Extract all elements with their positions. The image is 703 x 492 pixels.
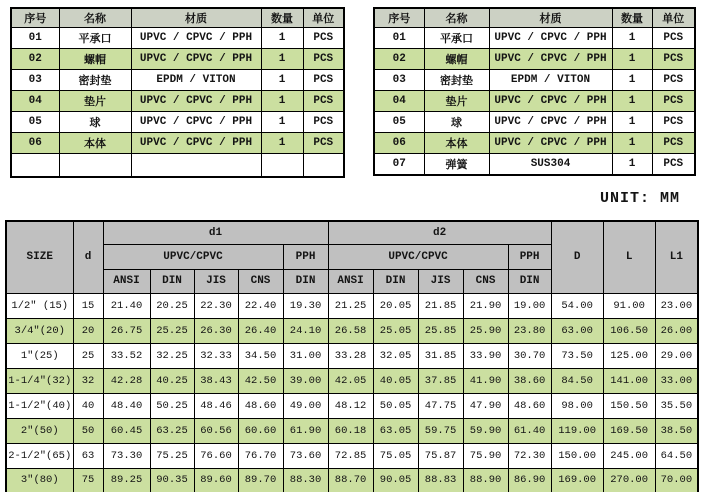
D-cell: 73.50	[551, 343, 603, 368]
size-cell: 1-1/4″(32)	[6, 368, 73, 393]
d2-din-cell: 25.05	[373, 318, 418, 343]
d2-pph-din-cell: 23.80	[508, 318, 551, 343]
d1-din-cell: 90.35	[150, 468, 194, 492]
d2-cns-cell: 47.90	[463, 393, 508, 418]
parts-row	[374, 91, 695, 112]
parts-row	[11, 133, 344, 154]
d2-pph-din-cell: 61.40	[508, 418, 551, 443]
d1-ansi-cell: 48.40	[103, 393, 150, 418]
d2-cns-cell: 75.90	[463, 443, 508, 468]
d2-din-cell: 90.05	[373, 468, 418, 492]
d1-jis-cell: 32.33	[194, 343, 238, 368]
d1-jis-cell: 60.56	[194, 418, 238, 443]
d2-din-cell: 20.05	[373, 293, 418, 318]
part-no-cell: 04	[374, 91, 424, 112]
col-header-d1-cns: CNS	[238, 269, 283, 293]
d2-ansi-cell: 48.12	[328, 393, 373, 418]
part-material-cell: EPDM / VITON	[131, 70, 261, 91]
part-name-cell: 球	[424, 112, 489, 133]
L1-cell: 33.00	[655, 368, 698, 393]
part-unit-cell: PCS	[652, 28, 695, 49]
d2-ansi-cell: 72.85	[328, 443, 373, 468]
d1-jis-cell: 38.43	[194, 368, 238, 393]
col-header-name: 名称	[424, 8, 489, 28]
D-cell: 169.00	[551, 468, 603, 492]
d1-din-cell: 63.25	[150, 418, 194, 443]
parts-empty-row	[11, 154, 344, 178]
d1-din-cell: 50.25	[150, 393, 194, 418]
part-qty-cell	[261, 154, 303, 178]
part-unit-cell: PCS	[303, 70, 344, 91]
part-unit-cell: PCS	[303, 133, 344, 154]
d1-cns-cell: 42.50	[238, 368, 283, 393]
d2-pph-din-cell: 86.90	[508, 468, 551, 492]
L-cell: 125.00	[603, 343, 655, 368]
d1-ansi-cell: 73.30	[103, 443, 150, 468]
dims-row	[6, 293, 698, 318]
parts-row	[374, 49, 695, 70]
d1-pph-din-cell: 88.30	[283, 468, 328, 492]
L1-cell: 29.00	[655, 343, 698, 368]
d2-cns-cell: 59.90	[463, 418, 508, 443]
d2-din-cell: 75.05	[373, 443, 418, 468]
d2-ansi-cell: 88.70	[328, 468, 373, 492]
d2-din-cell: 32.05	[373, 343, 418, 368]
d1-pph-din-cell: 19.30	[283, 293, 328, 318]
col-header-d: d	[73, 221, 103, 293]
part-no-cell: 02	[11, 49, 59, 70]
size-cell: 2-1/2″(65)	[6, 443, 73, 468]
d2-jis-cell: 88.83	[418, 468, 463, 492]
L1-cell: 70.00	[655, 468, 698, 492]
d2-cns-cell: 21.90	[463, 293, 508, 318]
part-name-cell: 螺帽	[424, 49, 489, 70]
part-material-cell: UPVC / CPVC / PPH	[131, 91, 261, 112]
size-cell: 1-1/2″(40)	[6, 393, 73, 418]
d1-jis-cell: 76.60	[194, 443, 238, 468]
d2-cns-cell: 41.90	[463, 368, 508, 393]
part-no-cell: 06	[11, 133, 59, 154]
L1-cell: 64.50	[655, 443, 698, 468]
dims-row	[6, 443, 698, 468]
d1-pph-din-cell: 49.00	[283, 393, 328, 418]
D-cell: 84.50	[551, 368, 603, 393]
d2-jis-cell: 75.87	[418, 443, 463, 468]
d2-cns-cell: 25.90	[463, 318, 508, 343]
col-header-d1-upvc-cpvc: UPVC/CPVC	[103, 244, 283, 269]
part-no-cell: 04	[11, 91, 59, 112]
part-name-cell: 密封垫	[424, 70, 489, 91]
d1-jis-cell: 48.46	[194, 393, 238, 418]
col-header-name: 名称	[59, 8, 131, 28]
dims-row	[6, 418, 698, 443]
part-name-cell: 螺帽	[59, 49, 131, 70]
d-cell: 75	[73, 468, 103, 492]
d-cell: 32	[73, 368, 103, 393]
parts-row	[11, 28, 344, 49]
col-header-d1-ansi: ANSI	[103, 269, 150, 293]
col-header-d1-pph-din: DIN	[283, 269, 328, 293]
part-no-cell: 07	[374, 154, 424, 176]
part-no-cell: 06	[374, 133, 424, 154]
d1-pph-din-cell: 31.00	[283, 343, 328, 368]
part-material-cell: UPVC / CPVC / PPH	[131, 28, 261, 49]
part-material-cell: UPVC / CPVC / PPH	[131, 112, 261, 133]
d1-cns-cell: 76.70	[238, 443, 283, 468]
L-cell: 106.50	[603, 318, 655, 343]
dims-header-row-1	[6, 221, 698, 244]
col-header-d2-ansi: ANSI	[328, 269, 373, 293]
parts-row	[11, 91, 344, 112]
d2-din-cell: 50.05	[373, 393, 418, 418]
L-cell: 91.00	[603, 293, 655, 318]
L-cell: 150.50	[603, 393, 655, 418]
part-qty-cell: 1	[261, 112, 303, 133]
d-cell: 25	[73, 343, 103, 368]
d2-ansi-cell: 42.05	[328, 368, 373, 393]
part-unit-cell: PCS	[303, 49, 344, 70]
D-cell: 98.00	[551, 393, 603, 418]
part-material-cell: UPVC / CPVC / PPH	[489, 49, 612, 70]
part-unit-cell: PCS	[652, 49, 695, 70]
col-header-index: 序号	[374, 8, 424, 28]
part-no-cell: 03	[11, 70, 59, 91]
part-unit-cell: PCS	[303, 112, 344, 133]
D-cell: 150.00	[551, 443, 603, 468]
part-unit-cell: PCS	[652, 91, 695, 112]
part-unit-cell: PCS	[652, 112, 695, 133]
col-header-index: 序号	[11, 8, 59, 28]
unit-label: UNIT: MM	[600, 190, 681, 207]
part-name-cell: 垫片	[424, 91, 489, 112]
L1-cell: 35.50	[655, 393, 698, 418]
size-cell: 3/4″(20)	[6, 318, 73, 343]
part-name-cell: 垫片	[59, 91, 131, 112]
d1-din-cell: 25.25	[150, 318, 194, 343]
d1-jis-cell: 89.60	[194, 468, 238, 492]
part-material-cell: UPVC / CPVC / PPH	[131, 133, 261, 154]
d2-jis-cell: 47.75	[418, 393, 463, 418]
d1-cns-cell: 60.60	[238, 418, 283, 443]
d2-jis-cell: 25.85	[418, 318, 463, 343]
part-qty-cell: 1	[612, 133, 652, 154]
dimensions-table	[5, 220, 699, 492]
size-cell: 3″(80)	[6, 468, 73, 492]
d-cell: 15	[73, 293, 103, 318]
part-qty-cell: 1	[612, 70, 652, 91]
part-unit-cell: PCS	[652, 154, 695, 176]
L-cell: 245.00	[603, 443, 655, 468]
d2-ansi-cell: 33.28	[328, 343, 373, 368]
size-cell: 1″(25)	[6, 343, 73, 368]
col-header-d2-pph-din: DIN	[508, 269, 551, 293]
d1-din-cell: 75.25	[150, 443, 194, 468]
parts-row	[374, 133, 695, 154]
part-name-cell: 本体	[59, 133, 131, 154]
d1-pph-din-cell: 61.90	[283, 418, 328, 443]
d2-ansi-cell: 26.58	[328, 318, 373, 343]
part-unit-cell: PCS	[652, 70, 695, 91]
col-header-d1-din: DIN	[150, 269, 194, 293]
part-material-cell: SUS304	[489, 154, 612, 176]
part-material-cell: UPVC / CPVC / PPH	[489, 28, 612, 49]
part-material-cell: EPDM / VITON	[489, 70, 612, 91]
parts-table-left	[10, 7, 345, 178]
parts-right-header-row	[374, 8, 695, 28]
d2-pph-din-cell: 48.60	[508, 393, 551, 418]
d2-din-cell: 63.05	[373, 418, 418, 443]
part-no-cell: 01	[11, 28, 59, 49]
parts-row	[11, 112, 344, 133]
part-no-cell: 02	[374, 49, 424, 70]
d2-jis-cell: 31.85	[418, 343, 463, 368]
part-material-cell: UPVC / CPVC / PPH	[489, 133, 612, 154]
D-cell: 119.00	[551, 418, 603, 443]
col-header-L: L	[603, 221, 655, 293]
d1-ansi-cell: 42.28	[103, 368, 150, 393]
parts-row	[11, 49, 344, 70]
d1-din-cell: 40.25	[150, 368, 194, 393]
L1-cell: 23.00	[655, 293, 698, 318]
d2-pph-din-cell: 19.00	[508, 293, 551, 318]
part-qty-cell: 1	[261, 49, 303, 70]
d2-cns-cell: 33.90	[463, 343, 508, 368]
part-no-cell: 05	[11, 112, 59, 133]
L1-cell: 26.00	[655, 318, 698, 343]
col-header-d1: d1	[103, 221, 328, 244]
d1-din-cell: 32.25	[150, 343, 194, 368]
dims-row	[6, 318, 698, 343]
d1-jis-cell: 26.30	[194, 318, 238, 343]
col-header-unit: 单位	[303, 8, 344, 28]
parts-left-header-row	[11, 8, 344, 28]
D-cell: 54.00	[551, 293, 603, 318]
L-cell: 169.50	[603, 418, 655, 443]
part-unit-cell	[303, 154, 344, 178]
col-header-material: 材质	[489, 8, 612, 28]
L-cell: 141.00	[603, 368, 655, 393]
col-header-material: 材质	[131, 8, 261, 28]
part-no-cell: 05	[374, 112, 424, 133]
d-cell: 63	[73, 443, 103, 468]
d2-pph-din-cell: 38.60	[508, 368, 551, 393]
col-header-qty: 数量	[261, 8, 303, 28]
d1-pph-din-cell: 24.10	[283, 318, 328, 343]
d2-jis-cell: 37.85	[418, 368, 463, 393]
col-header-d2-cns: CNS	[463, 269, 508, 293]
d-cell: 50	[73, 418, 103, 443]
parts-row	[11, 70, 344, 91]
part-no-cell	[11, 154, 59, 178]
d2-jis-cell: 59.75	[418, 418, 463, 443]
dims-row	[6, 343, 698, 368]
d1-ansi-cell: 60.45	[103, 418, 150, 443]
part-name-cell: 平承口	[59, 28, 131, 49]
parts-row	[374, 70, 695, 91]
col-header-d2: d2	[328, 221, 551, 244]
d1-ansi-cell: 26.75	[103, 318, 150, 343]
part-no-cell: 03	[374, 70, 424, 91]
part-name-cell	[59, 154, 131, 178]
part-qty-cell: 1	[612, 112, 652, 133]
col-header-qty: 数量	[612, 8, 652, 28]
part-qty-cell: 1	[261, 91, 303, 112]
part-material-cell	[131, 154, 261, 178]
d1-cns-cell: 34.50	[238, 343, 283, 368]
d1-jis-cell: 22.30	[194, 293, 238, 318]
d-cell: 20	[73, 318, 103, 343]
dims-row	[6, 393, 698, 418]
col-header-unit: 单位	[652, 8, 695, 28]
d2-pph-din-cell: 30.70	[508, 343, 551, 368]
size-cell: 1/2″ (15)	[6, 293, 73, 318]
part-no-cell: 01	[374, 28, 424, 49]
d2-jis-cell: 21.85	[418, 293, 463, 318]
part-name-cell: 密封垫	[59, 70, 131, 91]
d1-cns-cell: 26.40	[238, 318, 283, 343]
col-header-d2-upvc-cpvc: UPVC/CPVC	[328, 244, 508, 269]
d1-din-cell: 20.25	[150, 293, 194, 318]
L-cell: 270.00	[603, 468, 655, 492]
part-qty-cell: 1	[612, 28, 652, 49]
d2-ansi-cell: 21.25	[328, 293, 373, 318]
col-header-d1-pph: PPH	[283, 244, 328, 269]
col-header-d1-jis: JIS	[194, 269, 238, 293]
parts-row	[374, 154, 695, 176]
part-name-cell: 平承口	[424, 28, 489, 49]
part-material-cell: UPVC / CPVC / PPH	[489, 91, 612, 112]
col-header-D: D	[551, 221, 603, 293]
d1-pph-din-cell: 73.60	[283, 443, 328, 468]
part-unit-cell: PCS	[652, 133, 695, 154]
d2-din-cell: 40.05	[373, 368, 418, 393]
d1-ansi-cell: 89.25	[103, 468, 150, 492]
d1-cns-cell: 48.60	[238, 393, 283, 418]
part-name-cell: 弹簧	[424, 154, 489, 176]
col-header-d2-pph: PPH	[508, 244, 551, 269]
parts-row	[374, 28, 695, 49]
d1-pph-din-cell: 39.00	[283, 368, 328, 393]
d1-cns-cell: 89.70	[238, 468, 283, 492]
col-header-d2-din: DIN	[373, 269, 418, 293]
part-qty-cell: 1	[261, 70, 303, 91]
part-material-cell: UPVC / CPVC / PPH	[489, 112, 612, 133]
d2-cns-cell: 88.90	[463, 468, 508, 492]
part-qty-cell: 1	[261, 28, 303, 49]
L1-cell: 38.50	[655, 418, 698, 443]
col-header-size: SIZE	[6, 221, 73, 293]
part-unit-cell: PCS	[303, 28, 344, 49]
d2-ansi-cell: 60.18	[328, 418, 373, 443]
D-cell: 63.00	[551, 318, 603, 343]
d1-ansi-cell: 21.40	[103, 293, 150, 318]
part-qty-cell: 1	[612, 49, 652, 70]
d-cell: 40	[73, 393, 103, 418]
d1-ansi-cell: 33.52	[103, 343, 150, 368]
part-name-cell: 本体	[424, 133, 489, 154]
col-header-d2-jis: JIS	[418, 269, 463, 293]
part-unit-cell: PCS	[303, 91, 344, 112]
d1-cns-cell: 22.40	[238, 293, 283, 318]
part-qty-cell: 1	[612, 154, 652, 176]
part-material-cell: UPVC / CPVC / PPH	[131, 49, 261, 70]
dims-row	[6, 468, 698, 492]
parts-row	[374, 112, 695, 133]
size-cell: 2″(50)	[6, 418, 73, 443]
col-header-L1: L1	[655, 221, 698, 293]
part-name-cell: 球	[59, 112, 131, 133]
dims-row	[6, 368, 698, 393]
d2-pph-din-cell: 72.30	[508, 443, 551, 468]
part-qty-cell: 1	[612, 91, 652, 112]
parts-table-right	[373, 7, 696, 176]
part-qty-cell: 1	[261, 133, 303, 154]
